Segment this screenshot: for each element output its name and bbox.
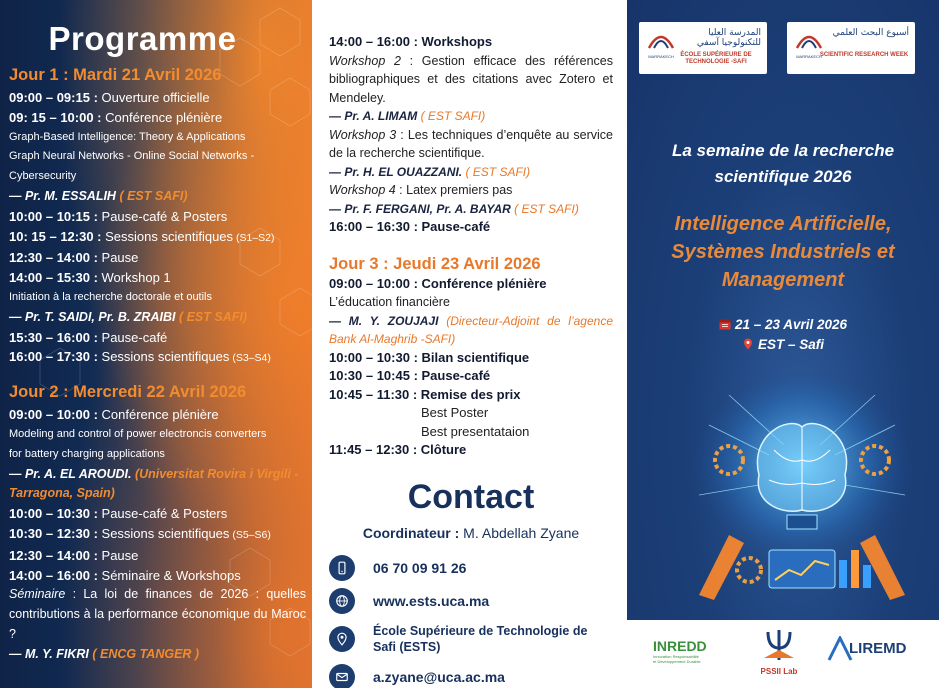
speaker-line: — Pr. F. FERGANI, Pr. A. BAYAR ( EST SAFI) — [329, 201, 579, 216]
day3-heading: Jour 3 : Jeudi 23 Avril 2026 — [329, 254, 541, 273]
contact-email[interactable] — [329, 662, 613, 688]
mail-icon — [329, 664, 355, 688]
contact-title: Contact — [407, 477, 535, 516]
phone-icon — [329, 555, 355, 581]
schedule-row: 10:30 – 12:30 : Sessions scientifiques (S5–S6) — [9, 525, 271, 541]
schedule-row: 10:30 – 10:45 : Pause-café — [329, 368, 491, 383]
schedule-row: 10:45 – 11:30 : Remise des prix — [329, 386, 521, 402]
talk-description: Graph Neural Networks - Online Social Networks - — [9, 150, 255, 163]
inredd-logo: INREDD Innovation Responsabilité et Développement Durable — [653, 638, 707, 664]
programme-title: Programme — [48, 20, 237, 57]
award-item: Best Poster — [421, 405, 489, 420]
ests-logo: MARRAKECH المدرسة العليا للتكنولوجيا آسفي ÉCOLE SUPÉRIEURE DE TECHNOLOGIE -SAFI — [639, 22, 767, 74]
programme-continued-panel — [312, 0, 627, 688]
seminar-description: Séminaire : La loi de finances de 2026 : quelles contributions à la performance économique du Maroc ? — [9, 587, 306, 641]
event-date-location: 21 – 23 Avril 2026 EST – Safi — [627, 315, 939, 355]
schedule-row: 09:00 – 10:00 : Conférence plénière — [329, 275, 547, 291]
day1-heading: Jour 1 : Mardi 21 Avril 2026 — [9, 66, 222, 84]
partner-logos — [627, 620, 939, 688]
schedule-row: 11:45 – 12:30 : Clôture — [329, 442, 467, 457]
talk-description: for battery charging applications — [9, 447, 165, 460]
globe-icon — [329, 588, 355, 614]
schedule-row: 14:00 – 16:00 : Séminaire & Workshops — [9, 567, 241, 583]
speaker-line: — Pr. M. ESSALIH ( EST SAFI) — [9, 188, 188, 203]
day2-heading: Jour 2 : Mercredi 22 Avril 2026 — [9, 383, 247, 402]
speaker-line: — Pr. A. LIMAM ( EST SAFI) — [329, 109, 486, 123]
schedule-row: 16:00 – 17:30 : Sessions scientifiques (S3–S4) — [9, 349, 271, 365]
talk-description: Initiation à la recherche doctorale et outils — [9, 290, 213, 303]
schedule-row: 12:30 – 14:00 : Pause — [9, 547, 139, 563]
schedule-row: 14:00 – 15:30 : Workshop 1 — [9, 270, 171, 286]
speaker-line: — Pr. T. SAIDI, Pr. B. ZRAIBI ( EST SAFI) — [9, 309, 247, 324]
speaker-line: — M. Y. FIKRI ( ENCG TANGER ) — [9, 646, 200, 661]
map-pin-icon — [329, 626, 355, 652]
talk-description: Cybersecurity — [9, 170, 77, 183]
schedule-row: 12:30 – 14:00 : Pause — [9, 250, 139, 266]
contact-phone[interactable] — [329, 553, 613, 583]
schedule-row: 10:00 – 10:30 : Pause-café & Posters — [9, 506, 228, 522]
ai-brain-illustration — [689, 365, 915, 605]
email-link[interactable]: a.zyane@uca.ac.ma — [373, 668, 505, 685]
schedule-row: 09:00 – 10:00 : Conférence plénière — [9, 407, 219, 423]
event-theme: Intelligence Artificielle, Systèmes Industriels et Management — [671, 213, 895, 291]
phone-number: 06 70 09 91 26 — [373, 559, 467, 576]
cover-background — [627, 0, 939, 620]
speaker-line: — Pr. H. EL OUAZZANI. ( EST SAFI) — [329, 164, 531, 179]
workshop-description: Workshop 2 : Gestion efficace des références bibliographiques et des citations avec Zotero et Mendeley. — [329, 53, 613, 105]
event-title: La semaine de la recherche scientifique 2026 — [671, 141, 895, 186]
schedule-row: 10:00 – 10:30 : Bilan scientifique — [329, 349, 530, 365]
pssii-lab-logo: PSSII Lab — [749, 628, 809, 682]
programme-panel — [0, 0, 312, 688]
workshops-heading: 14:00 – 16:00 : Workshops — [329, 34, 493, 49]
schedule-row: 15:30 – 16:00 : Pause-café — [9, 329, 168, 345]
talk-description: L’éducation financière — [329, 295, 450, 309]
schedule-row: 16:00 – 16:30 : Pause-café — [329, 219, 491, 234]
website-link[interactable]: www.ests.uca.ma — [373, 592, 490, 609]
talk-description: Modeling and control of power electroncis converters — [9, 427, 267, 440]
speaker-line: — Pr. A. EL AROUDI. (Universitat Rovira i Virgili - Tarragona, Spain) — [9, 466, 299, 501]
schedule-row: 09: 15 – 10:00 : Conférence plénière — [9, 109, 223, 125]
speaker-line: — M. Y. ZOUJAJI (Directeur-Adjoint de l’agence Bank Al-Maghrib -SAFI) — [329, 313, 614, 346]
talk-description: Graph-Based Intelligence: Theory & Applications — [9, 130, 246, 143]
pin-icon — [742, 338, 754, 350]
school-address: École Supérieure de Technologie de Safi (ESTS) — [373, 623, 588, 654]
schedule-row: 09:00 – 09:15 : Ouverture officielle — [9, 90, 210, 105]
workshop-description: Workshop 3 : Les techniques d’enquête au service de la recherche scientifique. — [329, 127, 613, 160]
schedule-row: 10:00 – 10:15 : Pause-café & Posters — [9, 208, 228, 224]
liremd-logo: LIREMD — [827, 628, 927, 682]
schedule-row: 10: 15 – 12:30 : Sessions scientifiques (S1–S2) — [9, 228, 275, 244]
coordinator-line: Coordinateur : M. Abdellah Zyane — [362, 524, 580, 541]
contact-website[interactable] — [329, 586, 613, 616]
psi-icon — [762, 628, 796, 662]
calendar-icon — [719, 318, 731, 330]
research-week-logo: MARRAKECH أسبوع البحث العلمي SCIENTIFIC RESEARCH WEEK — [787, 22, 915, 74]
contact-address — [329, 619, 613, 659]
workshop-description: Workshop 4 : Latex premiers pas — [329, 183, 513, 197]
cover-panel — [627, 0, 939, 688]
award-item: Best presentataion — [421, 423, 530, 439]
